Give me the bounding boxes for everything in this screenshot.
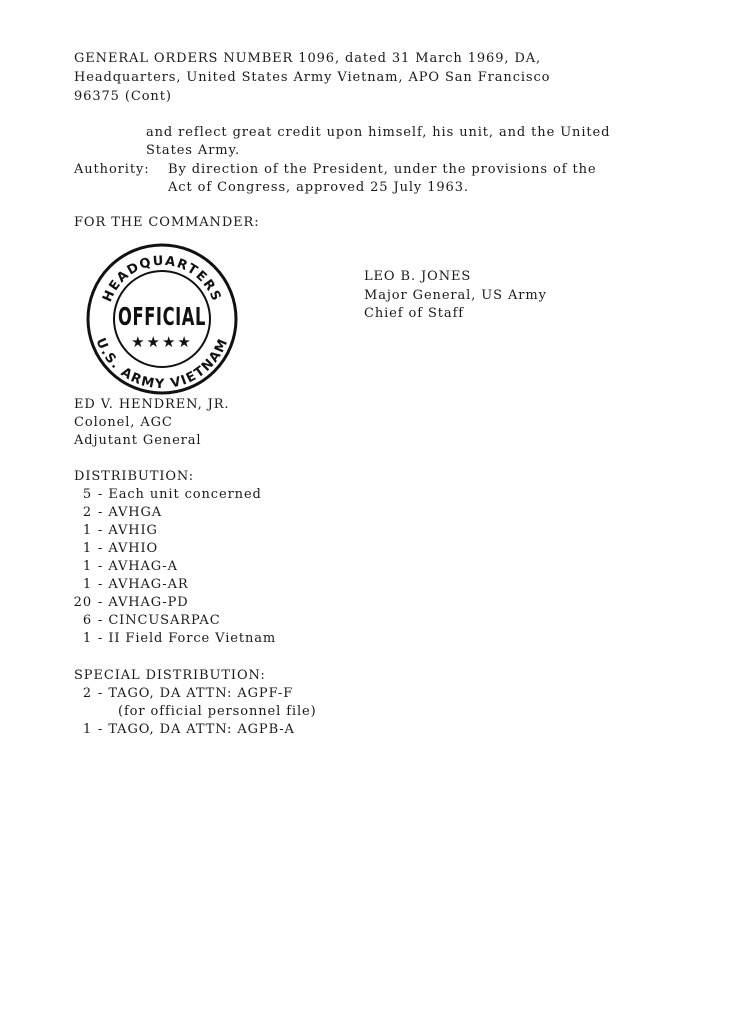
special-distribution-heading: SPECIAL DISTRIBUTION: <box>74 668 266 683</box>
authority-label: Authority: <box>74 162 150 177</box>
distribution-item: 1 - AVHIG <box>82 523 158 538</box>
distribution-item: 20 - AVHAG-PD <box>73 595 189 610</box>
special-distribution-item: 1 - TAGO, DA ATTN: AGPB-A <box>82 722 295 737</box>
authority-line-2: Act of Congress, approved 25 July 1963. <box>168 180 469 195</box>
special-distribution-note: (for official personnel file) <box>118 704 317 719</box>
authority-line-1: By direction of the President, under the provisions of the <box>168 162 597 177</box>
header-line-1: GENERAL ORDERS NUMBER 1096, dated 31 March 1969, DA, <box>74 51 542 66</box>
signer-title: Chief of Staff <box>364 306 464 321</box>
adjutant-title: Adjutant General <box>74 433 202 448</box>
seal-official-text: OFFICIAL <box>118 302 206 331</box>
distribution-item: 1 - AVHAG-A <box>82 559 178 574</box>
distribution-item: 5 - Each unit concerned <box>82 487 262 502</box>
for-commander: FOR THE COMMANDER: <box>74 215 260 230</box>
signer-name: LEO B. JONES <box>364 269 472 284</box>
body-line-2: States Army. <box>146 143 241 158</box>
distribution-item: 1 - AVHIO <box>82 541 159 556</box>
adjutant-rank: Colonel, AGC <box>74 415 173 430</box>
header-line-2: Headquarters, United States Army Vietnam, APO San Francisco <box>74 70 551 85</box>
official-seal <box>80 243 244 395</box>
distribution-item: 6 - CINCUSARPAC <box>82 613 221 628</box>
signer-rank: Major General, US Army <box>364 288 547 303</box>
distribution-item: 1 - II Field Force Vietnam <box>82 631 277 646</box>
distribution-item: 1 - AVHAG-AR <box>82 577 189 592</box>
seal-bottom-text: U.S. ARMY VIETNAM <box>92 335 232 393</box>
header-line-3: 96375 (Cont) <box>74 89 172 104</box>
distribution-item: 2 - AVHGA <box>82 505 163 520</box>
seal-stars: ★★★★ <box>131 333 193 351</box>
body-line-1: and reflect great credit upon himself, his unit, and the United <box>146 125 611 140</box>
special-distribution-item: 2 - TAGO, DA ATTN: AGPF-F <box>82 686 294 701</box>
seal-top-text: HEADQUARTERS <box>100 253 224 305</box>
adjutant-name: ED V. HENDREN, JR. <box>74 397 230 412</box>
distribution-heading: DISTRIBUTION: <box>74 469 195 484</box>
